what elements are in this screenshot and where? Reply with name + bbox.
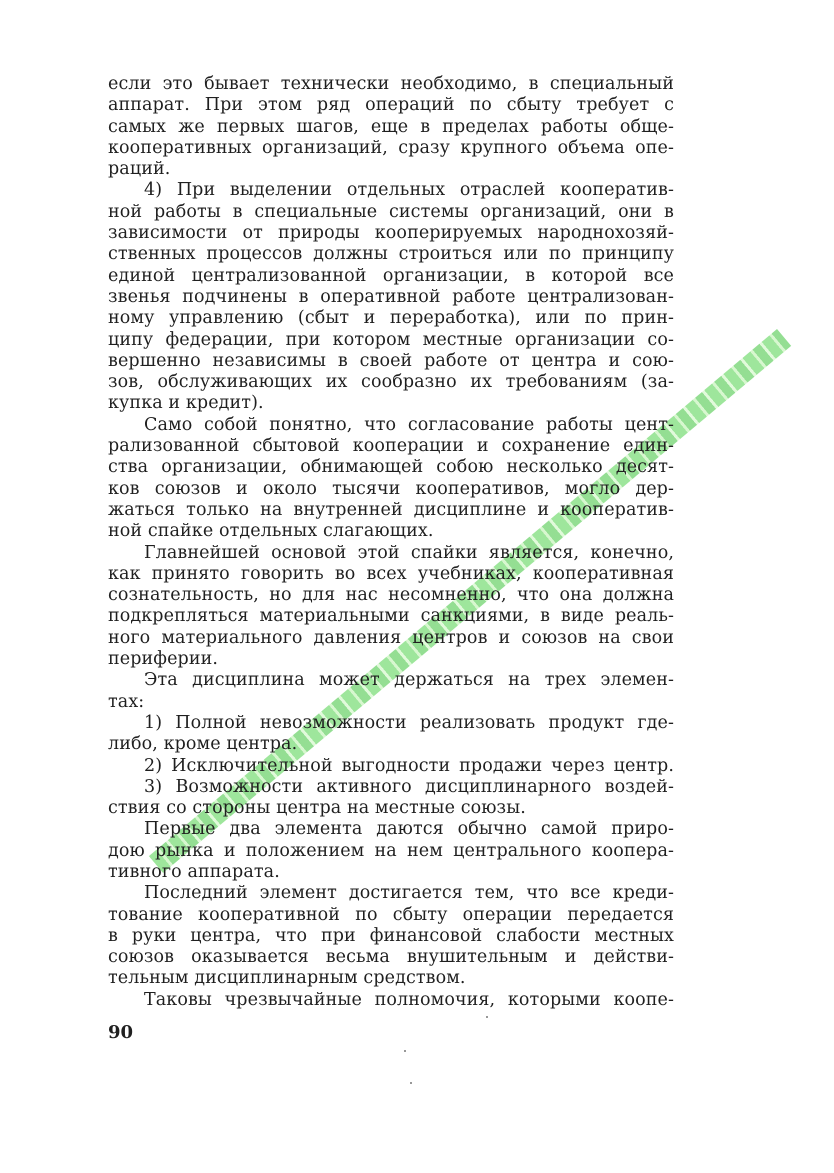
- text-line: раций.: [108, 159, 171, 180]
- list-item-3: 3) Возможности активного дисциплинарного воздей-: [144, 776, 674, 797]
- text-line: единой централизованной организации, в которой все: [108, 265, 674, 286]
- list-item-1: 1) Полной невозможности реализовать продукт где-: [144, 712, 674, 733]
- text-line: Последний элемент достигается тем, что все креди-: [144, 883, 674, 904]
- text-line: ному управлению (сбыт и переработка), или по прин-: [108, 308, 674, 329]
- text-line: ственных процессов должны строиться или по принципу: [108, 244, 674, 265]
- text-line: союзов оказывается весьма внушительным и действи-: [108, 947, 674, 968]
- list-item-2: 2) Исключительной выгодности продажи через центр.: [144, 755, 674, 776]
- text-line: ной работы в специальные системы организаций, они в: [108, 201, 674, 222]
- text-line: сознательность, но для нас несомненно, что она должна: [108, 585, 674, 606]
- text-line: тование кооперативной по сбыту операции передается: [108, 904, 674, 925]
- text-line: ков союзов и около тысячи кооперативов, могло дер-: [108, 478, 674, 499]
- text-line: тах:: [108, 691, 145, 712]
- text-line: ства организации, обнимающей собою несколько десят-: [108, 457, 674, 478]
- text-line: ствия со стороны центра на местные союзы.: [108, 798, 526, 819]
- text-line: зависимости от природы кооперируемых народнохозяй-: [108, 223, 674, 244]
- text-line: как принято говорить во всех учебниках, кооперативная: [108, 563, 674, 584]
- text-line: жаться только на внутренней дисциплине и кооператив-: [108, 499, 674, 520]
- text-line: ного материального давления центров и союзов на свои: [108, 627, 674, 648]
- text-line: рализованной сбытовой кооперации и сохранение един-: [108, 436, 674, 457]
- text-line: Главнейшей основой этой спайки является, конечно,: [144, 542, 674, 563]
- text-line: либо, кроме центра.: [108, 734, 298, 755]
- text-line: Таковы чрезвычайные полномочия, которыми коопе-: [144, 989, 674, 1010]
- text-line: зов, обслуживающих их сообразно их требованиям (за-: [108, 372, 674, 393]
- text-line: дою рынка и положением на нем центрального коопера-: [108, 840, 674, 861]
- text-line: Эта дисциплина может держаться на трех элемен-: [144, 670, 674, 691]
- text-line: ципу федерации, при котором местные организации со-: [108, 329, 674, 350]
- text-line: Первые два элемента даются обычно самой приро-: [144, 819, 674, 840]
- text-line: ной спайке отдельных слагающих.: [108, 521, 434, 542]
- text-line: кооперативных организаций, сразу крупного объема опе-: [108, 137, 674, 158]
- text-line: самых же первых шагов, еще в пределах работы обще-: [108, 116, 674, 137]
- text-line: купка и кредит).: [108, 393, 264, 414]
- text-line: звенья подчинены в оперативной работе централизован-: [108, 286, 674, 307]
- text-line: вершенно независимы в своей работе от центра и сою-: [108, 350, 674, 371]
- text-line: тельным дисциплинарным средством.: [108, 968, 466, 989]
- text-line: Само собой понятно, что согласование работы цент-: [144, 414, 674, 435]
- text-line: в руки центра, что при финансовой слабости местных: [108, 925, 674, 946]
- text-line: подкрепляться материальными санкциями, в виде реаль-: [108, 606, 674, 627]
- text-line: 4) При выделении отдельных отраслей кооператив-: [144, 180, 674, 201]
- text-line: если это бывает технически необходимо, в специальный: [108, 74, 674, 94]
- text-line: тивного аппарата.: [108, 861, 280, 882]
- page-number: 90: [108, 1022, 134, 1043]
- body-text: [108, 74, 674, 1011]
- text-line: аппарат. При этом ряд операций по сбыту требует с: [108, 95, 674, 116]
- text-line: периферии.: [108, 649, 219, 670]
